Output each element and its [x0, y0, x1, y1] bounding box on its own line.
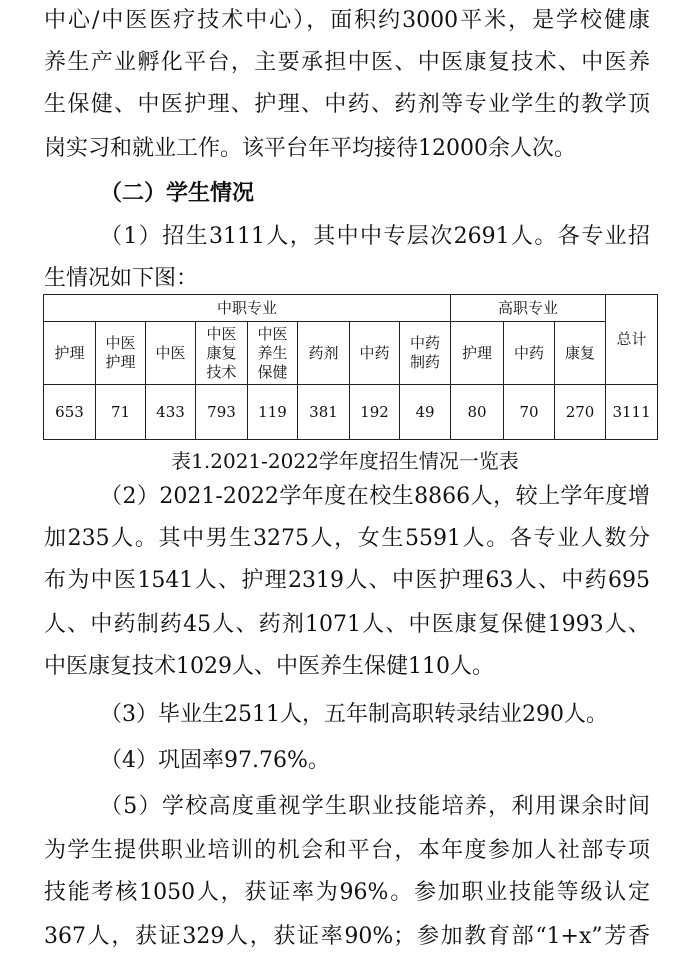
table-row [44, 385, 658, 440]
header-cell: 中药 制药 [400, 322, 451, 385]
item2-line-5: 中医康复技术1029人、中医养生保健110人。 [44, 654, 494, 679]
table-group-row [44, 295, 658, 322]
value-cell: 49 [400, 385, 451, 440]
intro-line-1: 中心/中医医疗技术中心），面积约3000平米，是学校健康 [44, 8, 650, 33]
value-cell: 270 [555, 385, 606, 440]
item2-line-4: 人、中药制药45人、药剂1071人、中医康复保健1993人、 [44, 612, 650, 637]
table-header-row [44, 322, 658, 385]
value-cell: 70 [504, 385, 555, 440]
item5-line-1: （5）学校高度重视学生职业技能培养，利用课余时间 [100, 794, 650, 819]
header-cell: 中药 [504, 322, 555, 385]
item3-line: （3）毕业生2511人，五年制高职转录结业290人。 [100, 702, 608, 727]
item5-line-3: 技能考核1050人，获证率为96%。参加职业技能等级认定 [44, 880, 650, 905]
header-cell: 中医 护理 [96, 322, 146, 385]
header-cell: 中药 [350, 322, 400, 385]
value-cell: 119 [248, 385, 298, 440]
intro-line-4: 岗实习和就业工作。该平台年平均接待12000余人次。 [44, 136, 576, 161]
header-cell: 药剂 [298, 322, 350, 385]
section-heading: （二）学生情况 [100, 180, 255, 206]
group-higher-header: 高职专业 [451, 295, 606, 322]
item2-line-3: 布为中医1541人、护理2319人、中医护理63人、中药695 [44, 568, 650, 593]
total-value-cell: 3111 [606, 385, 658, 440]
value-cell: 71 [96, 385, 146, 440]
item2-line-1: （2）2021-2022学年度在校生8866人，较上学年度增 [100, 484, 650, 509]
header-cell: 护理 [451, 322, 504, 385]
item2-line-2: 加235人。其中男生3275人，女生5591人。各专业人数分 [44, 526, 650, 551]
table-caption: 表1.2021-2022学年度招生情况一览表 [171, 449, 519, 473]
value-cell: 80 [451, 385, 504, 440]
header-cell: 中医 康复 技术 [196, 322, 248, 385]
item1-line-2: 生情况如下图： [44, 266, 199, 291]
intro-line-3: 生保健、中医护理、护理、中药、药剂等专业学生的教学顶 [44, 92, 650, 117]
item1-line-1: （1）招生3111人，其中中专层次2691人。各专业招 [100, 224, 650, 249]
value-cell: 433 [146, 385, 196, 440]
value-cell: 192 [350, 385, 400, 440]
header-cell: 中医 [146, 322, 196, 385]
total-header: 总计 [606, 295, 658, 385]
item5-line-2: 为学生提供职业培训的机会和平台，本年度参加人社部专项 [44, 838, 650, 863]
group-secondary-header: 中职专业 [44, 295, 451, 322]
header-cell: 中医 养生 保健 [248, 322, 298, 385]
header-cell: 康复 [555, 322, 606, 385]
value-cell: 381 [298, 385, 350, 440]
enrollment-table [43, 294, 658, 440]
intro-line-2: 养生产业孵化平台，主要承担中医、中医康复技术、中医养 [44, 50, 650, 75]
item5-line-4: 367人，获证329人，获证率90%；参加教育部“1+x”芳香 [44, 924, 650, 949]
value-cell: 793 [196, 385, 248, 440]
item4-line: （4）巩固率97.76%。 [100, 748, 330, 773]
header-cell: 护理 [44, 322, 96, 385]
value-cell: 653 [44, 385, 96, 440]
